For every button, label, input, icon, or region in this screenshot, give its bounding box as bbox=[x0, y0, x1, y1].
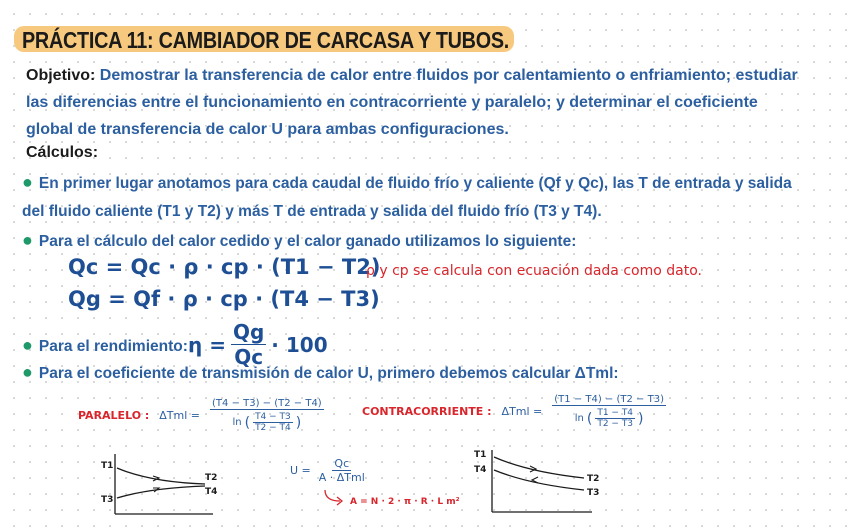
bullet-3 bbox=[22, 331, 188, 361]
objective-label: Objetivo: bbox=[26, 67, 96, 84]
contracorriente-lhs: ΔTml = bbox=[501, 405, 543, 418]
u-lhs: U = bbox=[290, 464, 311, 477]
u-formula bbox=[290, 457, 367, 484]
bullet-2-text: Para el cálculo del calor cedido y el calor ganado utilizamos lo siguiente: bbox=[38, 233, 577, 250]
contracorriente-temperature-graph bbox=[468, 444, 608, 518]
eta-lhs: η = bbox=[188, 332, 226, 357]
bullet-4 bbox=[22, 358, 812, 388]
paralelo-ln-denominator: T2 − T4 bbox=[255, 423, 291, 433]
paren-open: ( bbox=[244, 414, 251, 431]
u-numerator: Qc bbox=[334, 457, 350, 470]
contracorriente-denominator bbox=[573, 406, 646, 429]
eta-numerator: Qg bbox=[232, 320, 265, 344]
paralelo-formula bbox=[78, 398, 324, 433]
objective-paragraph bbox=[26, 62, 806, 143]
contracorriente-cold-curve bbox=[494, 470, 584, 490]
paralelo-t1-label: T1 bbox=[101, 461, 114, 471]
contracorriente-ln-numerator: T1 − T4 bbox=[597, 408, 634, 418]
u-denominator: A · ΔTml bbox=[318, 471, 365, 484]
paralelo-t3-label: T3 bbox=[101, 495, 114, 505]
bullet-4-text: Para el coeficiente de transmisión de calor U, primero debemos calcular ΔTml: bbox=[38, 365, 619, 382]
density-note: ρ y cp se calcula con ecuación dada como dato. bbox=[366, 263, 702, 279]
paren-open: ( bbox=[586, 410, 593, 427]
area-arrow-icon bbox=[322, 488, 350, 508]
bullet-1-text: En primer lugar anotamos para cada caudal de fluido frío y caliente (Qf y Qc), las T de entrada y salida del fluido caliente (T1 y T2) y más T de entrada y salida del fluido frío (T3 y T4). bbox=[22, 175, 792, 220]
bullet-dot: ● bbox=[22, 362, 33, 382]
contracorriente-t4-label: T4 bbox=[474, 465, 487, 475]
paralelo-ln: ln bbox=[232, 417, 242, 428]
bullet-3-text: Para el rendimiento: bbox=[38, 338, 188, 355]
bullet-dot: ● bbox=[22, 230, 33, 250]
contracorriente-fraction bbox=[552, 394, 666, 429]
contracorriente-formula bbox=[362, 394, 666, 429]
bullet-2 bbox=[22, 226, 812, 256]
paralelo-ln-numerator: T4 − T3 bbox=[255, 412, 291, 422]
paralelo-t4-label: T4 bbox=[205, 487, 218, 497]
paralelo-hot-curve bbox=[117, 468, 205, 484]
paralelo-numerator: (T4 − T3) − (T2 − T4) bbox=[212, 398, 322, 409]
formula-qc: Qc = Qc · ρ · cp · (T1 − T2) bbox=[68, 255, 381, 279]
contracorriente-ln-denominator: T2 − T3 bbox=[597, 419, 634, 429]
eta-rhs: · 100 bbox=[271, 332, 328, 357]
u-fraction bbox=[317, 457, 367, 484]
contracorriente-ln: ln bbox=[574, 413, 584, 424]
paralelo-temperature-graph bbox=[95, 448, 225, 520]
formula-qg: Qg = Qf · ρ · cp · (T4 − T3) bbox=[68, 287, 380, 311]
objective-text: Demostrar la transferencia de calor entre fluidos por calentamiento o enfriamiento; estudiar las diferencias entre el funcionamiento en contracorriente y paralelo; y determinar el coeficiente global de transferencia de calor U para ambas configuraciones. bbox=[26, 67, 798, 138]
contracorriente-ln-fraction bbox=[595, 408, 635, 429]
paralelo-t2-label: T2 bbox=[205, 473, 218, 483]
bullet-dot: ● bbox=[22, 335, 33, 355]
bullet-dot: ● bbox=[22, 172, 33, 192]
calculos-heading: Cálculos: bbox=[26, 144, 99, 161]
paralelo-cold-curve bbox=[117, 486, 205, 498]
eta-denominator: Qc bbox=[234, 345, 264, 369]
contracorriente-t1-label: T1 bbox=[474, 450, 487, 460]
contracorriente-label: CONTRACORRIENTE : bbox=[362, 405, 492, 418]
bullet-1 bbox=[22, 168, 812, 226]
paralelo-ln-fraction bbox=[253, 412, 293, 433]
contracorriente-numerator: (T1 − T4) − (T2 − T3) bbox=[554, 394, 664, 405]
paralelo-denominator bbox=[230, 410, 303, 433]
paren-close: ) bbox=[638, 410, 644, 427]
contracorriente-t3-label: T3 bbox=[587, 488, 600, 498]
paralelo-fraction bbox=[210, 398, 324, 433]
area-formula: A = N · 2 · π · R · L m² bbox=[350, 497, 460, 507]
page-title: PRÁCTICA 11: CAMBIADOR DE CARCASA Y TUBOS. bbox=[22, 27, 510, 53]
paren-close: ) bbox=[295, 414, 302, 431]
paralelo-lhs: ΔTml = bbox=[159, 409, 201, 422]
paralelo-label: PARALELO : bbox=[78, 409, 150, 422]
contracorriente-t2-label: T2 bbox=[587, 474, 600, 484]
